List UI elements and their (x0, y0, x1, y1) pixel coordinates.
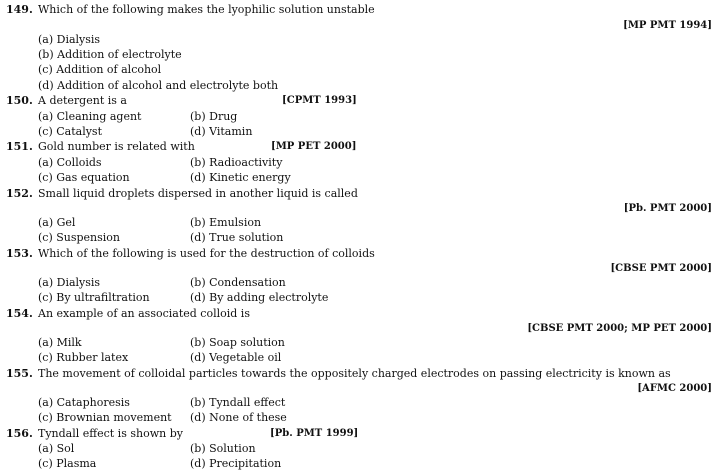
option-row (0, 275, 728, 290)
option-row (0, 290, 728, 305)
question-number: 149. (6, 3, 33, 16)
question-number: 153. (6, 247, 33, 260)
option-row (0, 230, 728, 245)
option-c[interactable]: (c) Rubber latex (38, 351, 129, 364)
exam-source: [CBSE PMT 2000; MP PET 2000] (527, 323, 712, 334)
option-b[interactable]: (b) Tyndall effect (190, 396, 286, 409)
source-row (0, 381, 728, 396)
option-d[interactable]: (d) Vegetable oil (190, 351, 282, 364)
option-b[interactable]: (b) Drug (190, 110, 238, 123)
option-d[interactable]: (d) None of these (190, 411, 287, 424)
question-number: 155. (6, 367, 33, 380)
option-row (0, 441, 728, 456)
exam-source: [Pb. PMT 1999] (270, 428, 359, 439)
option-c[interactable]: (c) Addition of alcohol (38, 63, 162, 76)
option-b[interactable]: (b) Emulsion (190, 216, 262, 229)
exam-source: [Pb. PMT 2000] (623, 203, 712, 214)
source-row (0, 261, 728, 276)
option-row (0, 335, 728, 350)
option-a[interactable]: (a) Colloids (38, 156, 102, 169)
question-text: Which of the following is used for the destruction of colloids (38, 247, 375, 260)
option-b[interactable]: (b) Addition of electrolyte (38, 48, 182, 61)
question-text: Gold number is related with (38, 140, 195, 153)
option-a[interactable]: (a) Dialysis (38, 33, 101, 46)
option-row (0, 78, 728, 93)
question-149 (0, 2, 728, 17)
exam-source: [CPMT 1993] (282, 95, 357, 106)
option-row (0, 170, 728, 185)
option-row (0, 410, 728, 425)
question-number: 150. (6, 94, 33, 107)
exam-source: [MP PET 2000] (271, 141, 357, 152)
question-text: The movement of colloidal particles towards the oppositely charged electrodes on passing electricity is known as (38, 367, 671, 380)
exam-source: [AFMC 2000] (637, 383, 712, 394)
option-row (0, 47, 728, 62)
option-row (0, 395, 728, 410)
option-a[interactable]: (a) Gel (38, 216, 76, 229)
question-153 (0, 246, 728, 261)
option-row (0, 155, 728, 170)
option-c[interactable]: (c) Brownian movement (38, 411, 172, 424)
question-156 (0, 426, 728, 441)
option-b[interactable]: (b) Radioactivity (190, 156, 283, 169)
option-d[interactable]: (d) Addition of alcohol and electrolyte both (38, 79, 279, 92)
option-row (0, 350, 728, 365)
option-d[interactable]: (d) Vitamin (190, 125, 253, 138)
option-a[interactable]: (a) Cleaning agent (38, 110, 142, 123)
option-c[interactable]: (c) Gas equation (38, 171, 130, 184)
option-row (0, 124, 728, 139)
source-row (0, 201, 728, 216)
option-c[interactable]: (c) By ultrafiltration (38, 291, 150, 304)
question-number: 154. (6, 307, 33, 320)
option-a[interactable]: (a) Cataphoresis (38, 396, 130, 409)
option-b[interactable]: (b) Condensation (190, 276, 286, 289)
question-text: Small liquid droplets dispersed in another liquid is called (38, 187, 358, 200)
question-150 (0, 93, 728, 108)
source-row (0, 321, 728, 336)
source-row (0, 18, 728, 33)
option-d[interactable]: (d) Kinetic energy (190, 171, 291, 184)
question-152 (0, 186, 728, 201)
option-d[interactable]: (d) By adding electrolyte (190, 291, 329, 304)
option-c[interactable]: (c) Catalyst (38, 125, 102, 138)
exam-source: [MP PMT 1994] (623, 20, 712, 31)
question-text: An example of an associated colloid is (38, 307, 250, 320)
option-d[interactable]: (d) True solution (190, 231, 284, 244)
option-d[interactable]: (d) Precipitation (190, 457, 282, 470)
option-row (0, 62, 728, 77)
question-number: 152. (6, 187, 33, 200)
question-text: Which of the following makes the lyophilic solution unstable (38, 3, 375, 16)
option-b[interactable]: (b) Soap solution (190, 336, 285, 349)
option-a[interactable]: (a) Sol (38, 442, 75, 455)
exam-source: [CBSE PMT 2000] (610, 263, 712, 274)
question-155 (0, 366, 728, 381)
question-number: 151. (6, 140, 33, 153)
question-text: Tyndall effect is shown by (38, 427, 183, 440)
option-row (0, 109, 728, 124)
question-154 (0, 306, 728, 321)
question-151 (0, 139, 728, 154)
option-row (0, 456, 728, 471)
option-a[interactable]: (a) Milk (38, 336, 82, 349)
option-row (0, 32, 728, 47)
option-c[interactable]: (c) Plasma (38, 457, 97, 470)
question-number: 156. (6, 427, 33, 440)
option-a[interactable]: (a) Dialysis (38, 276, 101, 289)
option-row (0, 215, 728, 230)
question-text: A detergent is a (38, 94, 127, 107)
option-b[interactable]: (b) Solution (190, 442, 256, 455)
option-c[interactable]: (c) Suspension (38, 231, 121, 244)
